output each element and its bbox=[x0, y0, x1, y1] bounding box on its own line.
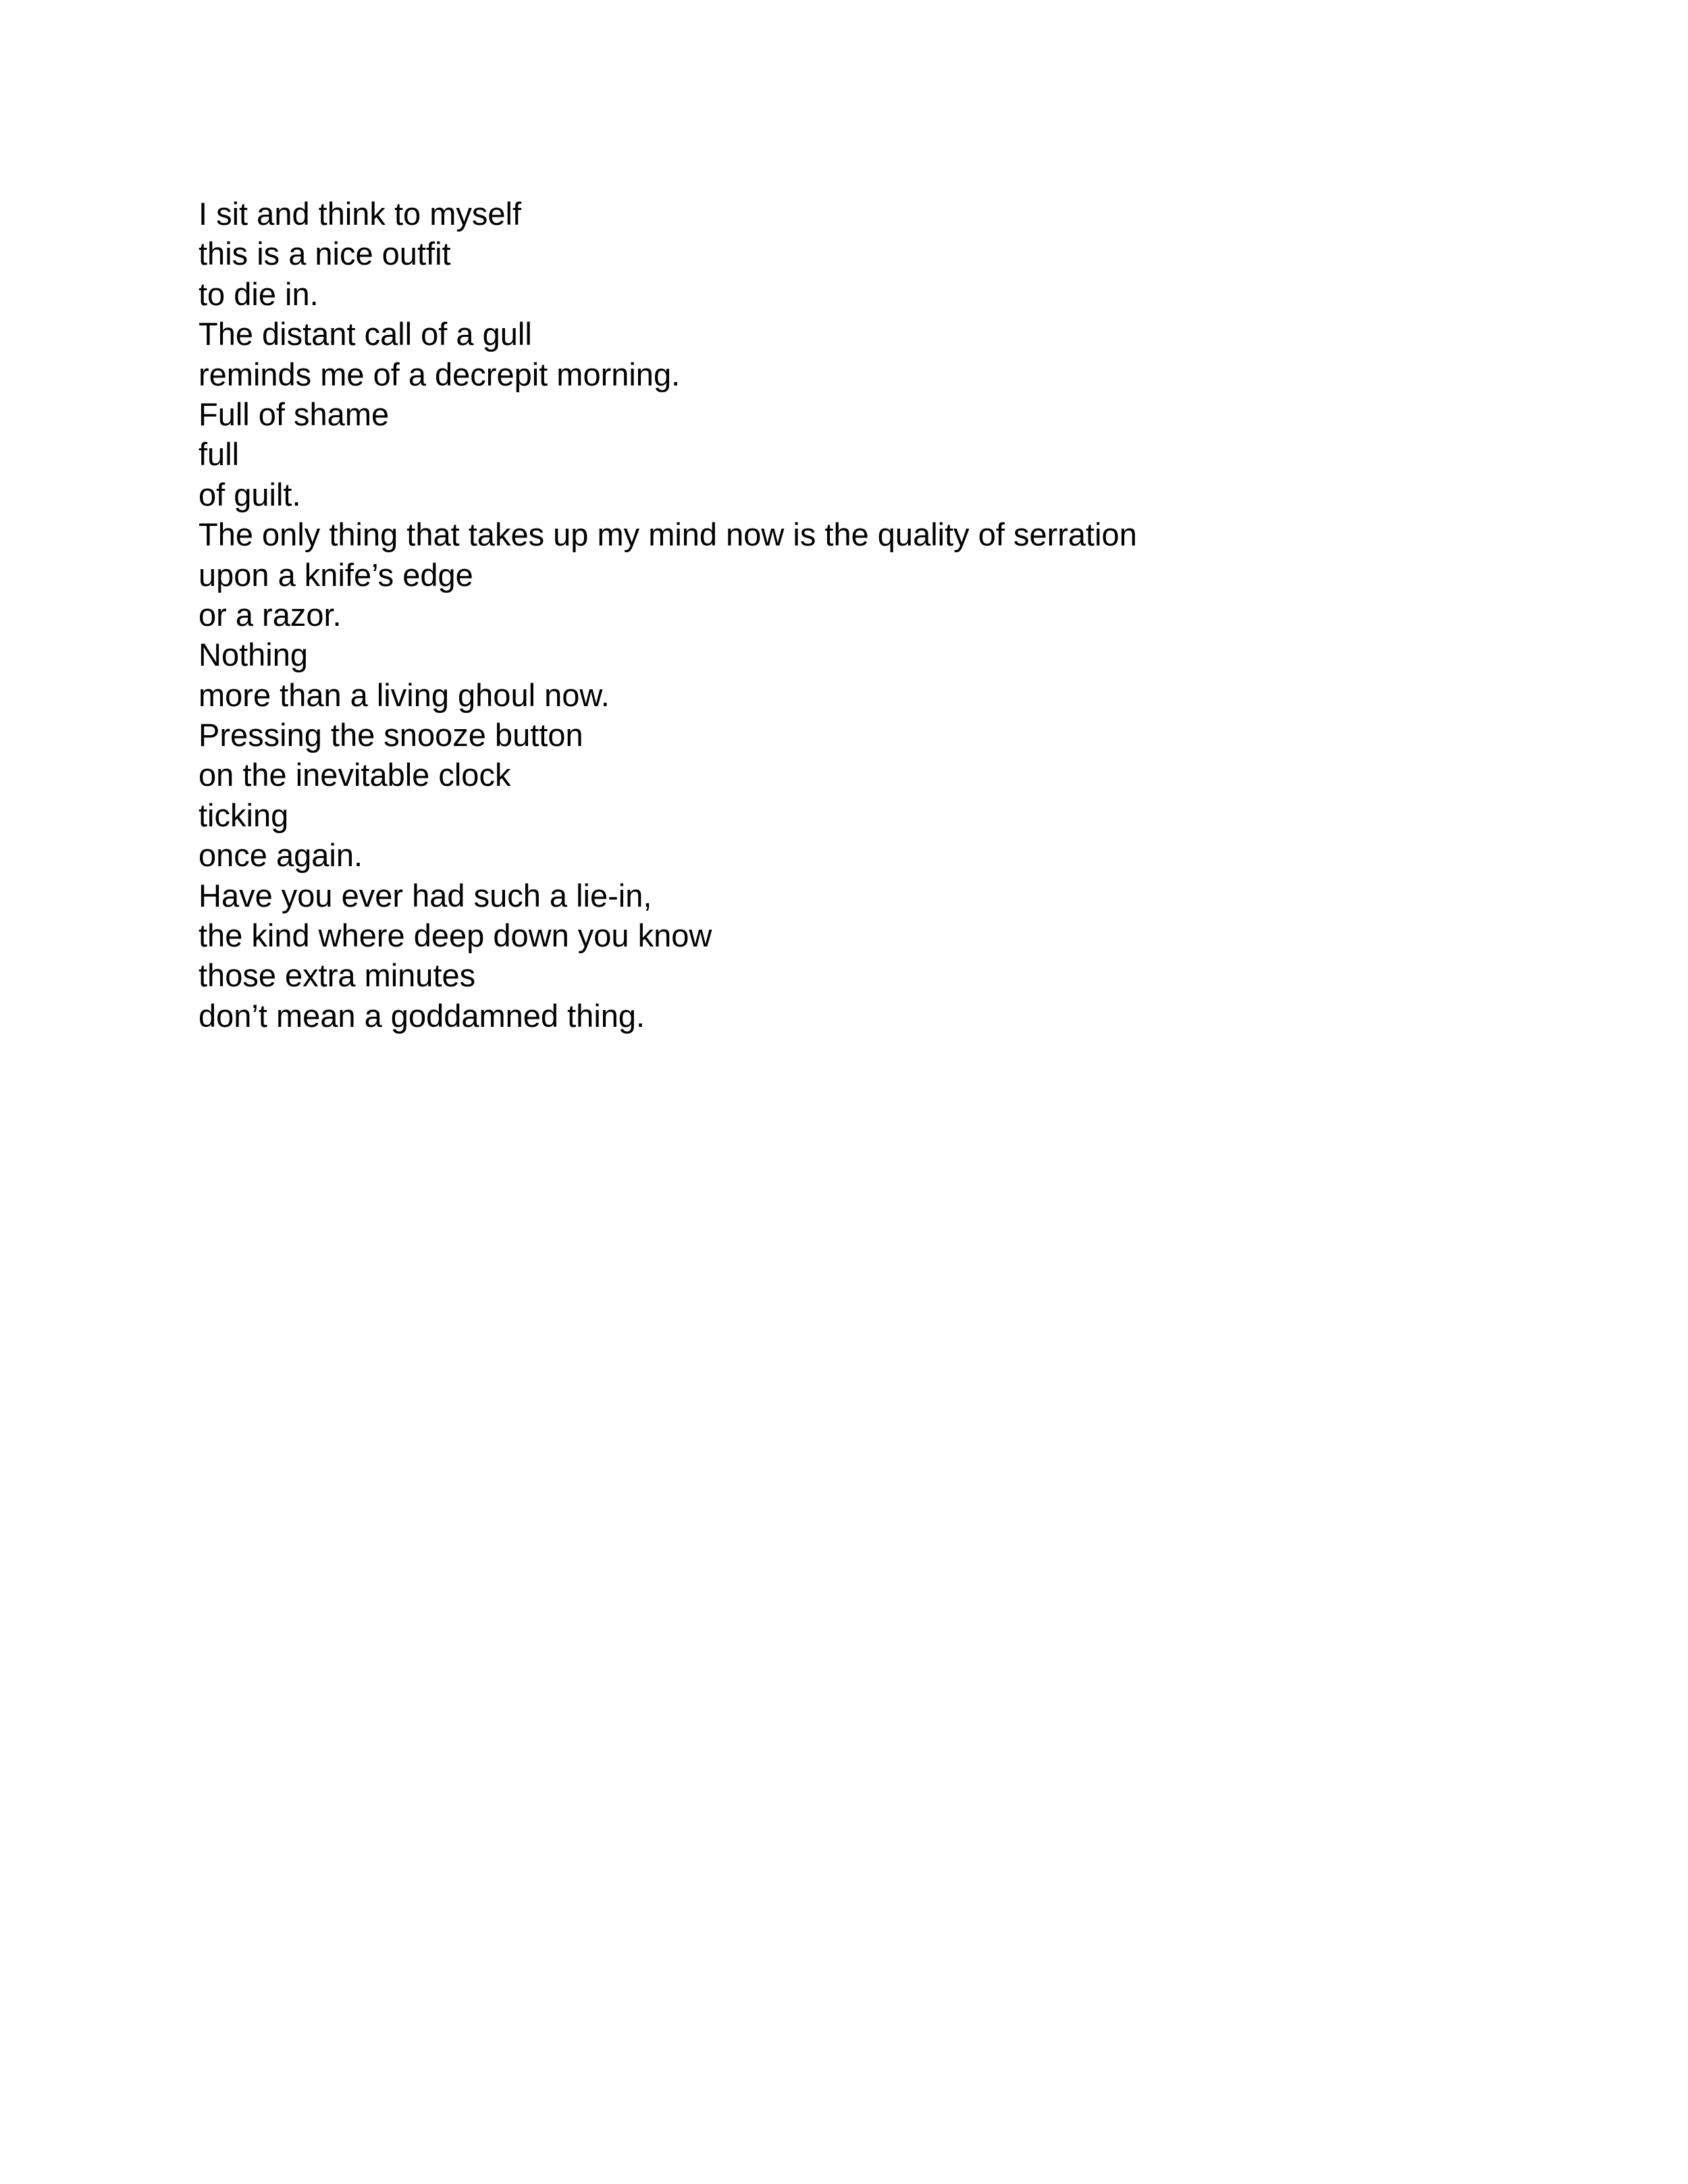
poem-line: Pressing the snooze button bbox=[199, 717, 583, 753]
poem-line: upon a knife’s edge bbox=[199, 556, 473, 593]
poem-text bbox=[199, 194, 1137, 1036]
poem-line: ticking bbox=[199, 797, 289, 833]
poem-line: I sit and think to myself bbox=[199, 196, 522, 232]
poem-line: The only thing that takes up my mind now is the quality of serration bbox=[199, 516, 1137, 553]
poem-line: those extra minutes bbox=[199, 957, 476, 994]
poem-line: The distant call of a gull bbox=[199, 316, 532, 352]
poem-line: don’t mean a goddamned thing. bbox=[199, 997, 645, 1034]
poem-line: full bbox=[199, 436, 240, 473]
poem-line: to die in. bbox=[199, 275, 319, 312]
poem-line: the kind where deep down you know bbox=[199, 917, 712, 954]
poem-line: or a razor. bbox=[199, 596, 342, 633]
poem-line: reminds me of a decrepit morning. bbox=[199, 356, 681, 392]
poem-line: once again. bbox=[199, 837, 363, 874]
poem-line: Full of shame bbox=[199, 396, 390, 432]
poem-line: of guilt. bbox=[199, 476, 301, 512]
poem-line: Have you ever had such a lie-in, bbox=[199, 877, 652, 913]
poem-line: this is a nice outfit bbox=[199, 236, 451, 272]
poem-line: more than a living ghoul now. bbox=[199, 676, 610, 713]
poem-line: Nothing bbox=[199, 637, 308, 673]
poem-line: on the inevitable clock bbox=[199, 757, 511, 793]
